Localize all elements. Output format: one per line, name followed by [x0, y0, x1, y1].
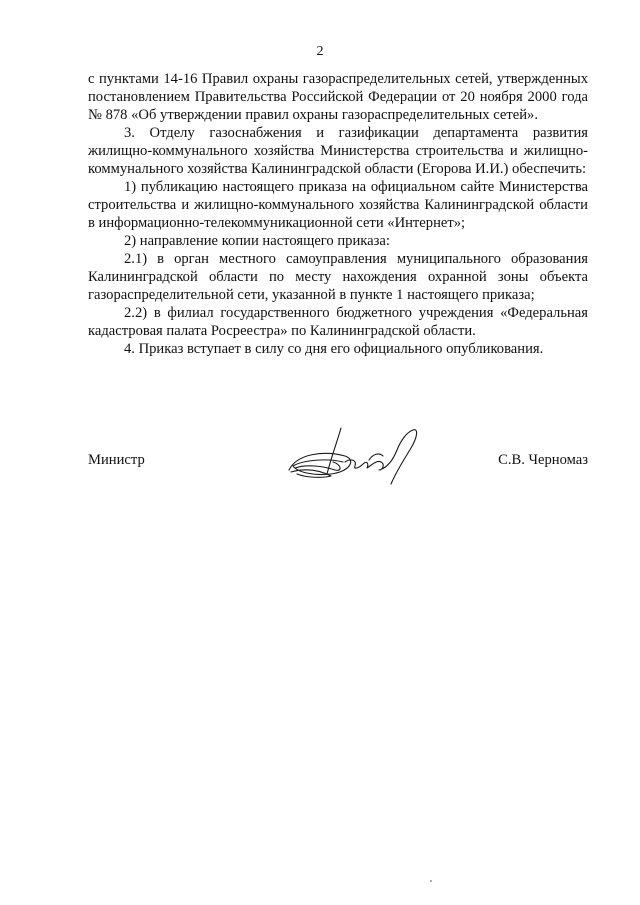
paragraph-subitem-2-2: 2.2) в филиал государственного бюджетного учреждения «Федеральная кадастровая палата Росреестра» по Калининградской области.	[88, 305, 588, 339]
paragraph-item-3: 3. Отделу газоснабжения и газификации департамента развития жилищно-коммунального хозяйства Министерства строительства и жилищно-коммунального хозяйства Калининградской области (Егорова И.И.) обеспечить:	[88, 125, 588, 177]
scan-artifact	[430, 880, 432, 882]
signatory-name: С.В. Черномаз	[498, 452, 588, 468]
handwritten-signature	[283, 420, 433, 490]
signature-block	[88, 420, 588, 500]
paragraph-subitem-1: 1) публикацию настоящего приказа на официальном сайте Министерства строительства и жилищно-коммунального хозяйства Калининградской области в информационно-телекоммуникационной сети «Интернет»;	[88, 179, 588, 231]
page-number: 2	[316, 44, 324, 59]
document-body	[88, 70, 588, 358]
signatory-title: Министр	[88, 452, 145, 468]
paragraph-item-4: 4. Приказ вступает в силу со дня его официального опубликования.	[124, 341, 544, 357]
paragraph-subitem-2: 2) направление копии настоящего приказа:	[124, 233, 390, 249]
paragraph-continuation: с пунктами 14-16 Правил охраны газораспределительных сетей, утвержденных постановлением Правительства Российской Федерации от 20 ноября 2000 года № 878 «Об утверждении правил охраны газораспределительных сетей».	[88, 71, 588, 123]
paragraph-subitem-2-1: 2.1) в орган местного самоуправления муниципального образования Калининградской области по месту нахождения охранной зоны объекта газораспределительной сети, указанной в пункте 1 настоящего приказа;	[88, 251, 588, 303]
